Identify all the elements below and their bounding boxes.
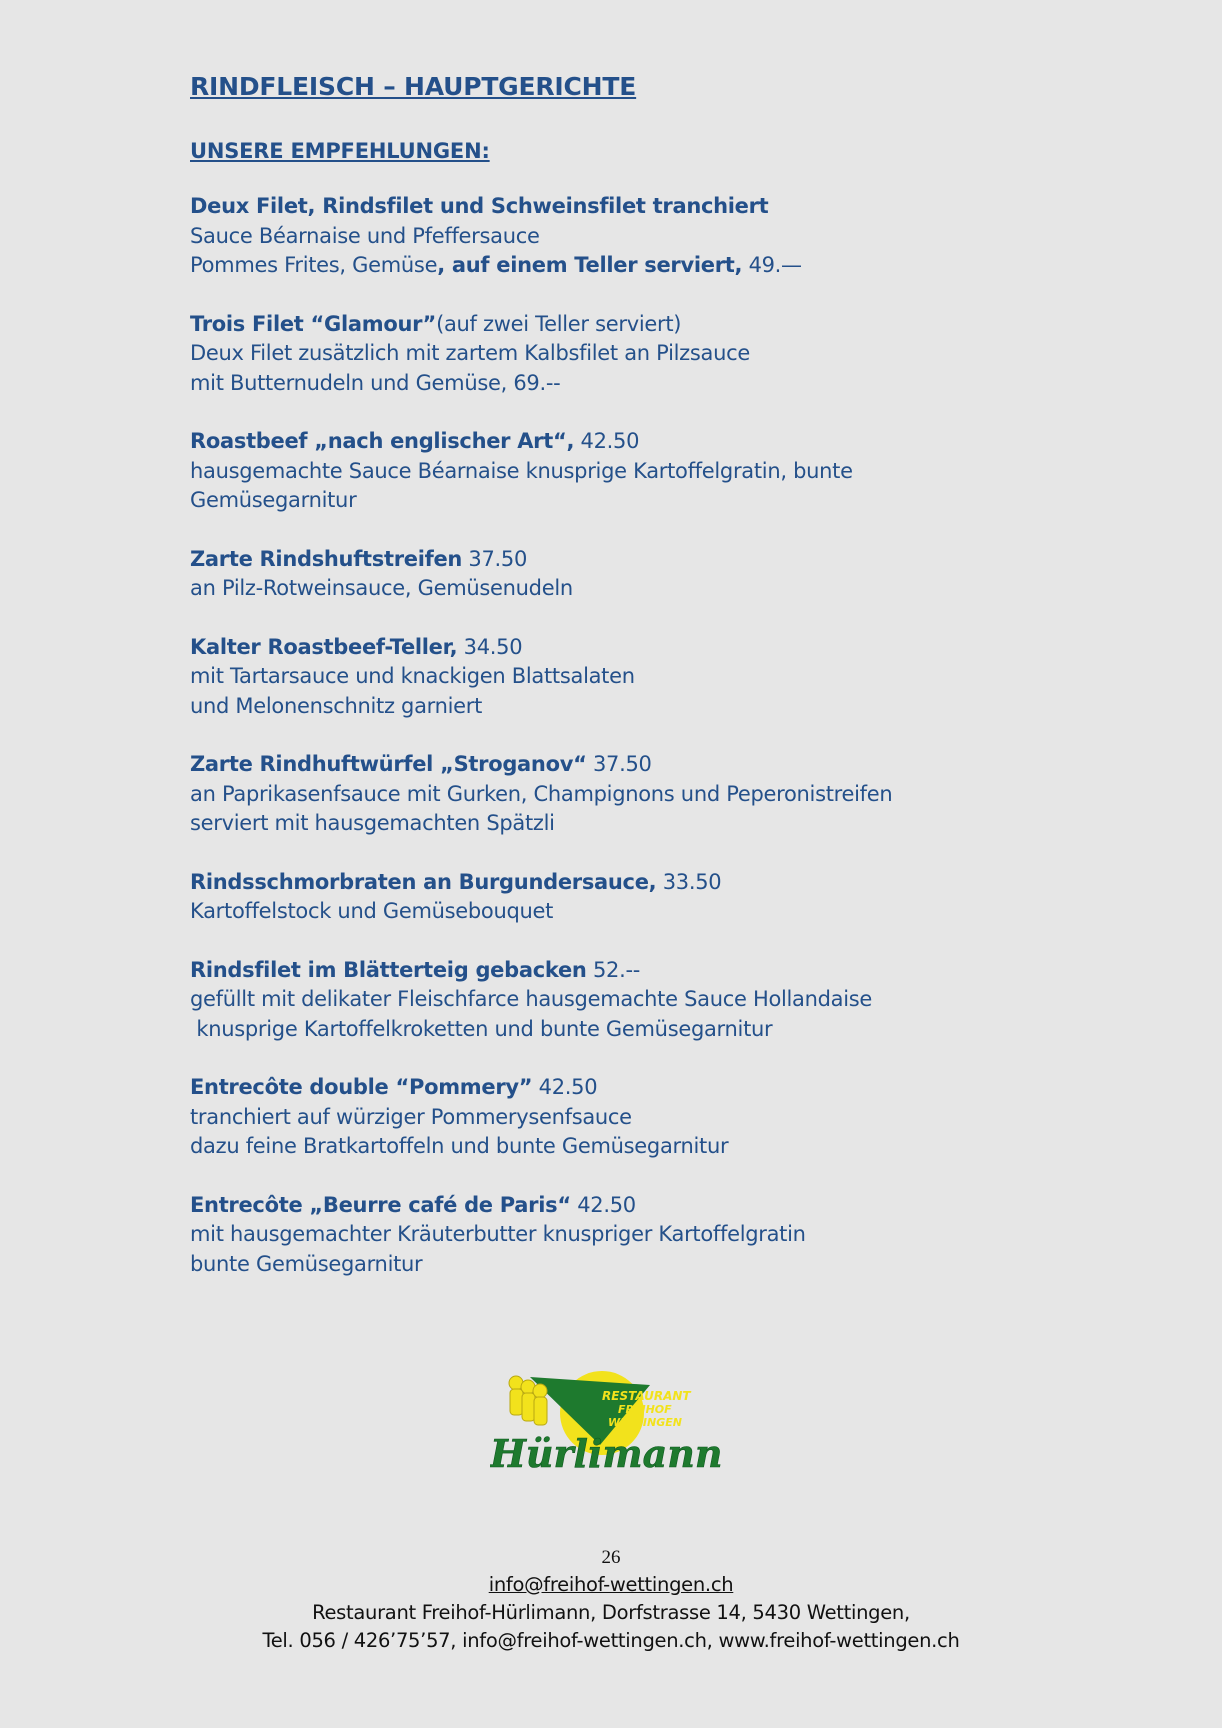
dish-description: Kartoffelstock und Gemüsebouquet xyxy=(190,899,554,923)
dish-item xyxy=(190,868,1090,927)
dish-description: Pommes Frites, Gemüse, auf einem Teller serviert, 49.— xyxy=(190,253,802,277)
dish-price: 34.50 xyxy=(457,634,523,659)
dish-name: Trois Filet “Glamour” xyxy=(190,311,437,336)
dish-description: Deux Filet zusätzlich mit zartem Kalbsfilet an Pilzsauce xyxy=(190,341,750,365)
dish-description: Sauce Béarnaise und Pfeffersauce xyxy=(190,223,540,248)
dish-description: mit hausgemachter Kräuterbutter knuspriger Kartoffelgratin xyxy=(190,1222,806,1246)
dish-name: Rindsschmorbraten an Burgundersauce, xyxy=(190,869,657,894)
recommendations-heading: UNSERE EMPFEHLUNGEN: xyxy=(190,139,490,163)
page-footer xyxy=(0,1545,1222,1655)
dish-item xyxy=(190,192,1090,281)
footer-address: Restaurant Freihof-Hürlimann, Dorfstrasse 14, 5430 Wettingen, xyxy=(312,1601,910,1624)
dish-description: gefüllt mit delikater Fleischfarce hausgemachte Sauce Hollandaise xyxy=(190,987,873,1011)
dish-name: Entrecôte „Beurre café de Paris“ xyxy=(190,1192,571,1217)
dish-price: 37.50 xyxy=(586,752,652,776)
page-heading: RINDFLEISCH – HAUPTGERICHTE xyxy=(190,72,637,101)
dish-price: 37.50 xyxy=(462,546,528,571)
dish-price: 42.50 xyxy=(570,1192,636,1217)
dish-item xyxy=(190,1073,1090,1162)
logo-script-name: Hürlimann xyxy=(490,1431,723,1475)
dish-description: tranchiert auf würziger Pommerysenfsauce xyxy=(190,1104,632,1129)
dish-item xyxy=(190,310,1090,399)
dish-name: Kalter Roastbeef-Teller, xyxy=(190,634,458,659)
dish-name: Entrecôte double “Pommery” xyxy=(190,1075,533,1099)
dish-description: mit Tartarsauce und knackigen Blattsalaten xyxy=(190,664,635,688)
dish-description: an Paprikasenfsauce mit Gurken, Champignons und Peperonistreifen xyxy=(190,781,893,806)
dish-description: an Pilz-Rotweinsauce, Gemüsenudeln xyxy=(190,576,573,600)
logo-text-line1: RESTAURANT xyxy=(602,1389,691,1403)
dish-item xyxy=(190,633,1090,722)
dish-item xyxy=(190,1191,1090,1280)
page-number: 26 xyxy=(601,1547,621,1568)
dish-price: 52.-- xyxy=(586,957,641,982)
dish-description: dazu feine Bratkartoffeln und bunte Gemüsegarnitur xyxy=(190,1134,729,1158)
dish-name: Zarte Rindhuftwürfel „Stroganov“ xyxy=(190,752,587,776)
menu-content xyxy=(190,72,1090,1308)
dish-name: Deux Filet, Rindsfilet und Schweinsfilet tranchiert xyxy=(190,194,769,218)
dish-name: Roastbeef „nach englischer Art“, xyxy=(190,429,575,453)
restaurant-logo xyxy=(490,1365,760,1475)
dish-description: knusprige Kartoffelkroketten und bunte Gemüsegarnitur xyxy=(190,1016,773,1041)
logo-text-line2: FREIHOF xyxy=(618,1403,672,1416)
dish-description: mit Butternudeln und Gemüse, 69.-- xyxy=(190,370,561,395)
dish-price: 49.— xyxy=(742,253,802,277)
footer-email-link[interactable]: info@freihof-wettingen.ch xyxy=(488,1573,734,1596)
dish-name: Rindsfilet im Blätterteig gebacken xyxy=(190,957,587,982)
dish-item xyxy=(190,750,1090,839)
dish-item xyxy=(190,427,1090,516)
dish-name: Zarte Rindshuftstreifen xyxy=(190,546,463,571)
dish-description: und Melonenschnitz garniert xyxy=(190,693,483,718)
dish-item xyxy=(190,956,1090,1045)
dish-description: Gemüsegarnitur xyxy=(190,488,357,512)
dish-item xyxy=(190,545,1090,604)
dish-description: hausgemachte Sauce Béarnaise knusprige Kartoffelgratin, bunte xyxy=(190,458,853,483)
dish-description: serviert mit hausgemachten Spätzli xyxy=(190,811,555,835)
dish-note: (auf zwei Teller serviert) xyxy=(436,311,682,336)
dish-price: 42.50 xyxy=(532,1075,598,1099)
logo-text-line3: WETTINGEN xyxy=(608,1416,682,1429)
footer-contact: Tel. 056 / 426’75’57, info@freihof-wettingen.ch, www.freihof-wettingen.ch xyxy=(262,1629,960,1652)
dish-description: bunte Gemüsegarnitur xyxy=(190,1251,423,1276)
dish-price: 33.50 xyxy=(656,869,722,894)
dish-price: 42.50 xyxy=(574,429,640,453)
